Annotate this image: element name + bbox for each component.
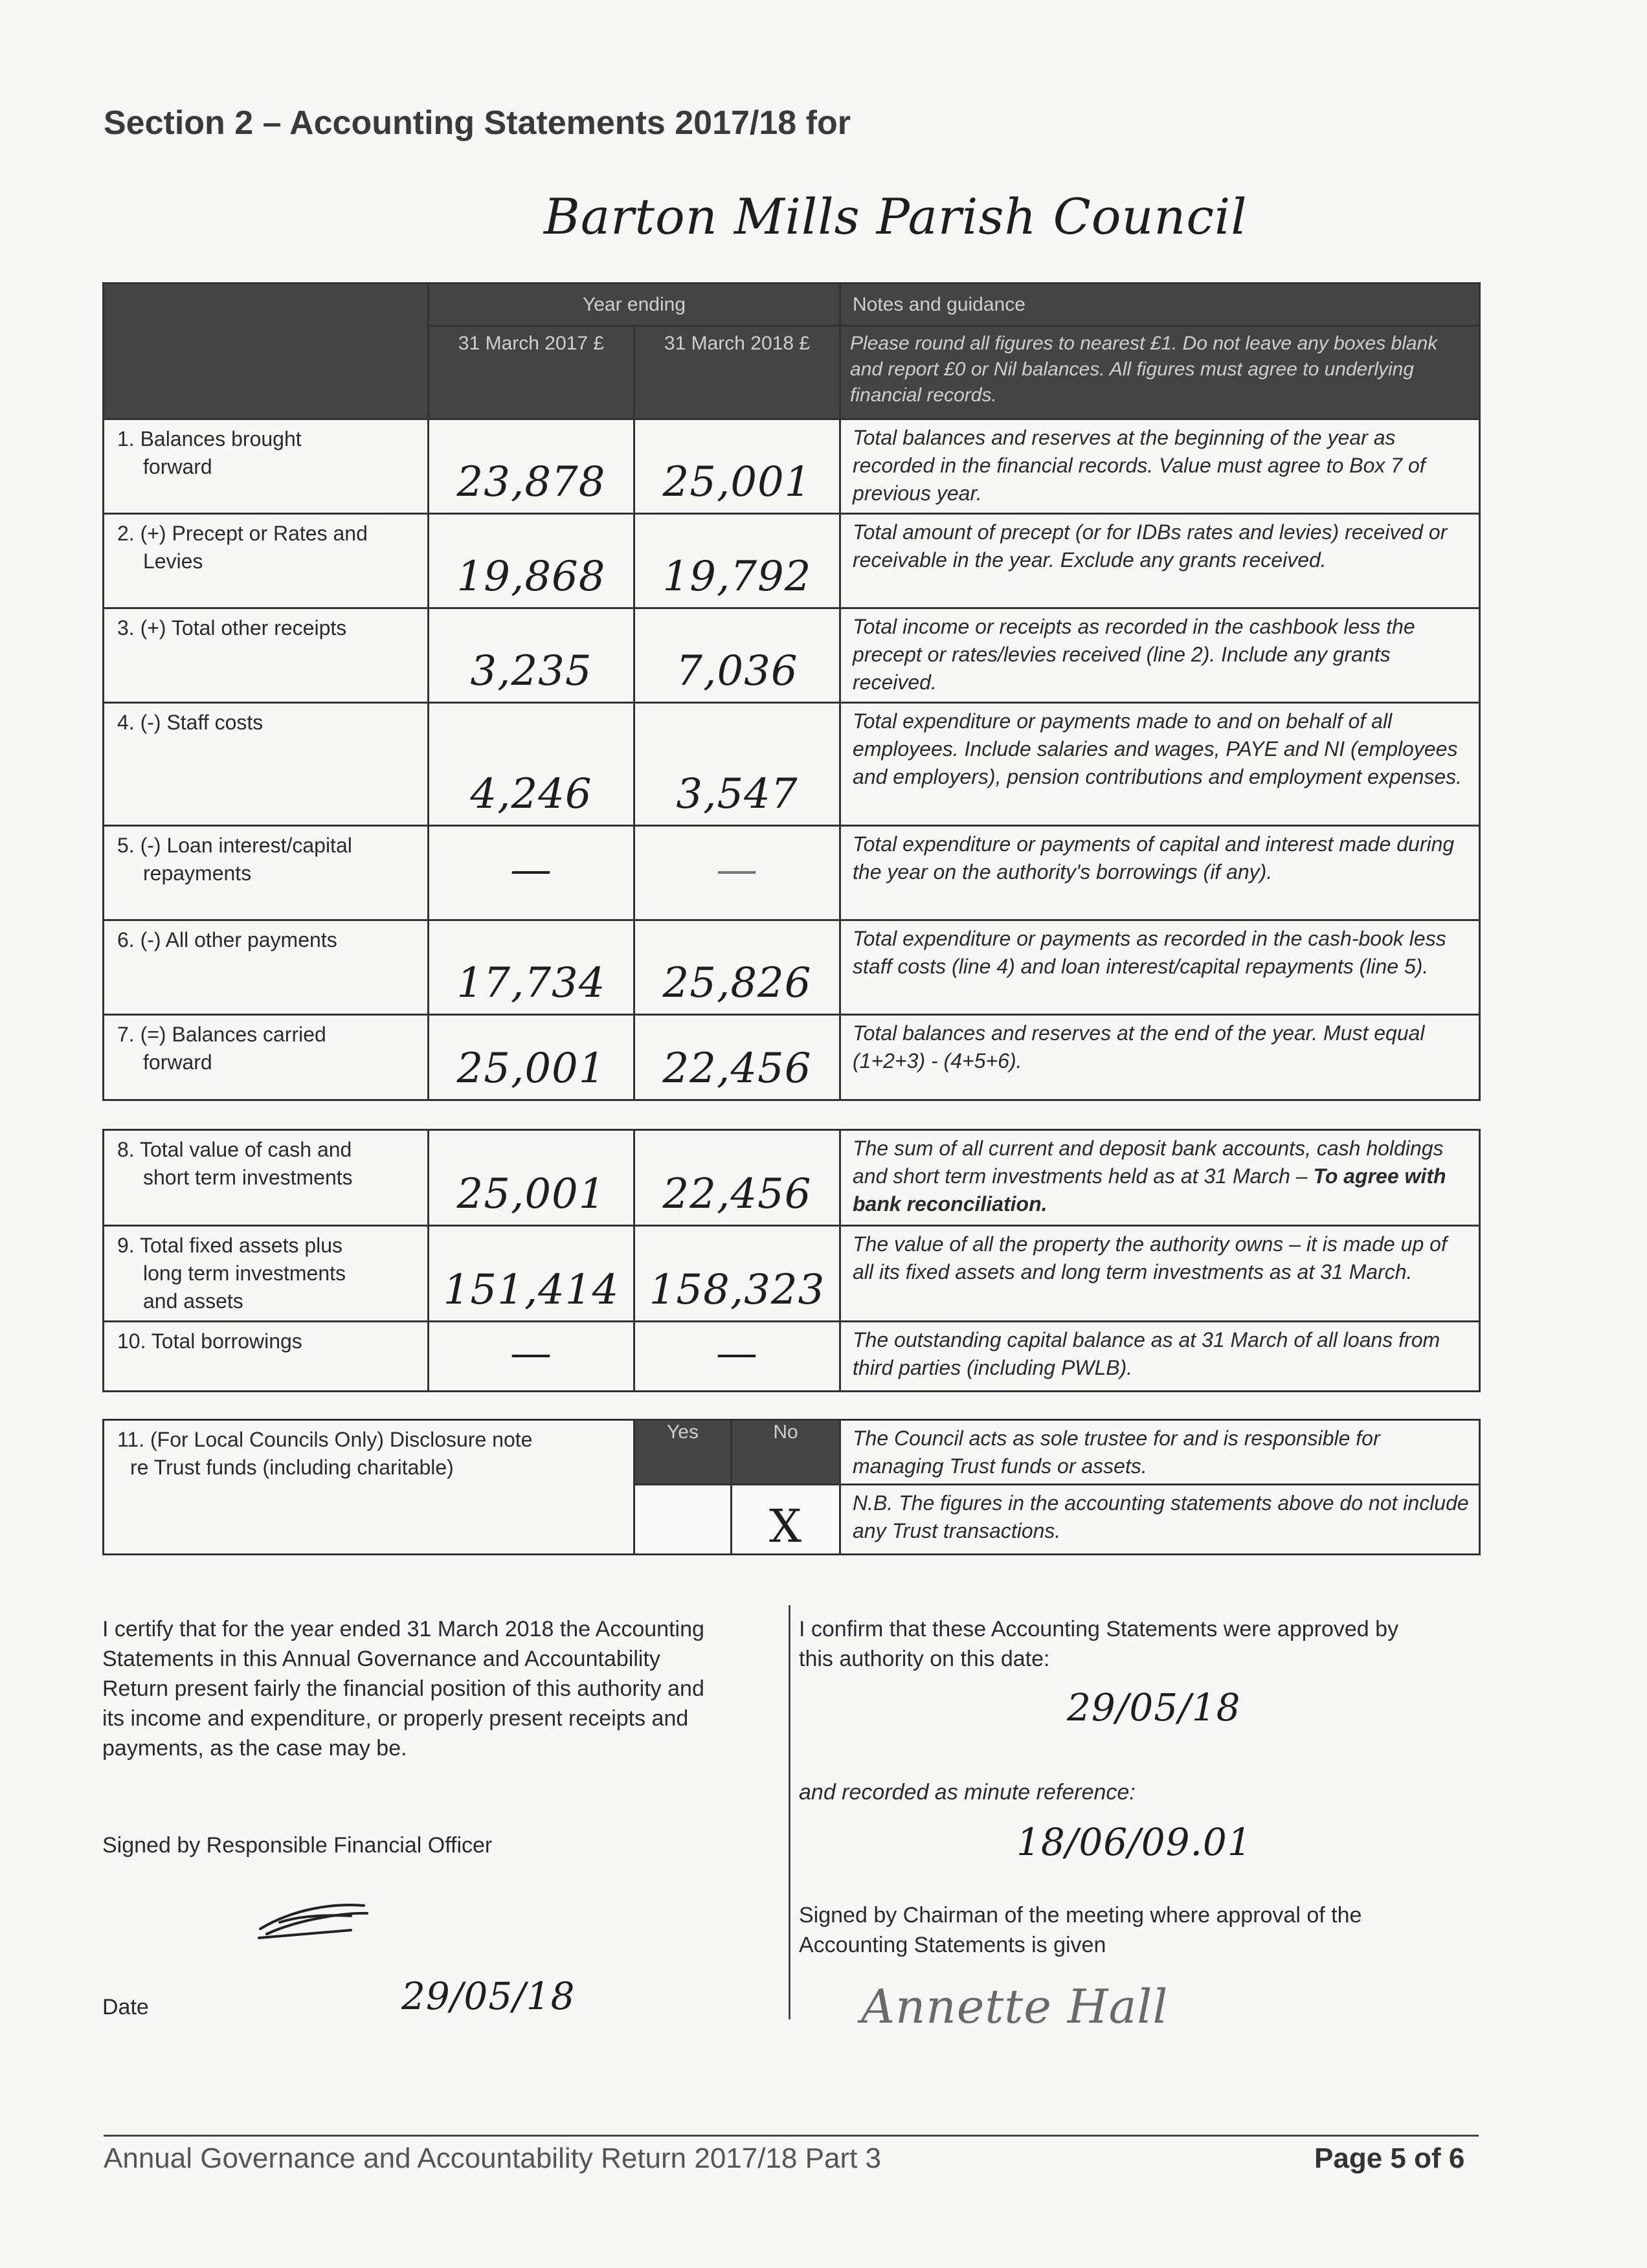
header-col-2017: 31 March 2017 £ (429, 326, 634, 419)
value-2017: 17,734 (429, 920, 634, 1015)
trust-note-2: N.B. The figures in the accounting statements above do not include any Trust transactions. (840, 1485, 1480, 1555)
table-row (104, 1015, 1480, 1100)
row-note: Total expenditure or payments made to and on behalf of all employees. Include salaries and wages, PAYE and NI (employees and employers), pension contributions and employment expenses. (840, 703, 1480, 826)
row-note: Total balances and reserves at the beginning of the year as recorded in the financial records. Value must agree to Box 7 of previous year. (840, 419, 1480, 514)
value-2018: — (634, 826, 840, 920)
minute-label: and recorded as minute reference: (799, 1780, 1136, 1805)
row-note: Total balances and reserves at the end of the year. Must equal (1+2+3) - (4+5+6). (840, 1015, 1480, 1100)
value-2018: 3,547 (634, 703, 840, 826)
value-2017: 4,246 (429, 703, 634, 826)
vertical-divider (789, 1605, 790, 2019)
header-col-2018: 31 March 2018 £ (634, 326, 840, 419)
yes-checkbox[interactable] (634, 1485, 732, 1555)
note-bold: To agree with bank reconciliation. (853, 1164, 1446, 1216)
value-2018: 25,826 (634, 920, 840, 1015)
row-label: 1. Balances brought forward (104, 419, 429, 514)
signed-chair-label: Signed by Chairman of the meeting where approval of the Accounting Statements is given (799, 1903, 1362, 1957)
no-header: No (732, 1420, 840, 1485)
trust-funds-table (102, 1419, 1481, 1555)
accounting-statements-table (102, 282, 1481, 1101)
signed-rfo-label: Signed by Responsible Financial Officer (102, 1833, 493, 1858)
chair-signature: Annette Hall (861, 1979, 1169, 2034)
table-row (104, 1322, 1480, 1392)
value-2017: — (429, 1322, 634, 1392)
assets-table (102, 1129, 1481, 1392)
table-row (104, 514, 1480, 608)
row-label: 6. (-) All other payments (104, 920, 429, 1015)
value-2018: 22,456 (634, 1015, 840, 1100)
row-note: The value of all the property the authority owns – it is made up of all its fixed assets and long term investments as at 31 March. (840, 1226, 1480, 1322)
no-checkbox[interactable]: X (732, 1485, 840, 1555)
approval-date: 29/05/18 (1067, 1685, 1241, 1729)
row-note: Total amount of precept (or for IDBs rates and levies) received or receivable in the year. Exclude any grants received. (840, 514, 1480, 608)
row-note: The outstanding capital balance as at 31 March of all loans from third parties (including PWLB). (840, 1322, 1480, 1392)
header-notes: Notes and guidance (840, 284, 1480, 326)
row-note: The sum of all current and deposit bank accounts, cash holdings and short term investments held as at 31 March – To agree with bank reconciliation. (840, 1130, 1480, 1226)
yes-header: Yes (634, 1420, 732, 1485)
value-2018: 19,792 (634, 514, 840, 608)
header-blank (104, 284, 429, 419)
table-row (104, 826, 1480, 920)
row-label: 5. (-) Loan interest/capital repayments (104, 826, 429, 920)
table-row (104, 1226, 1480, 1322)
table-row (104, 920, 1480, 1015)
table-row (104, 703, 1480, 826)
value-2017: 25,001 (429, 1130, 634, 1226)
table-row (104, 419, 1480, 514)
rfo-signature (254, 1896, 377, 1948)
value-2018: 22,456 (634, 1130, 840, 1226)
value-2018: — (634, 1322, 840, 1392)
row-note: Total income or receipts as recorded in the cashbook less the precept or rates/levies received (line 2). Include any grants received. (840, 608, 1480, 703)
date-label: Date (102, 1995, 149, 2019)
row-note: Total expenditure or payments as recorded in the cash-book less staff costs (line 4) and loan interest/capital repayments (line 5). (840, 920, 1480, 1015)
value-2018: 25,001 (634, 419, 840, 514)
row-label: 3. (+) Total other receipts (104, 608, 429, 703)
row-label: 7. (=) Balances carried forward (104, 1015, 429, 1100)
confirm-text: I confirm that these Accounting Statements were approved by this authority on this date: (799, 1617, 1399, 1671)
row-label: 10. Total borrowings (104, 1322, 429, 1392)
trust-note-1: The Council acts as sole trustee for and is responsible for managing Trust funds or assets. (840, 1420, 1480, 1485)
certify-text: I certify that for the year ended 31 March 2018 the Accounting Statements in this Annual Governance and Accountability Return present fairly the financial position of this authority and its income and expenditure, or properly present receipts and payments, as the case may be. (102, 1617, 704, 1761)
minute-reference: 18/06/09.01 (1016, 1820, 1252, 1864)
value-2017: 3,235 (429, 608, 634, 703)
value-2018: 7,036 (634, 608, 840, 703)
rfo-date: 29/05/18 (401, 1974, 576, 2018)
value-2017: 23,878 (429, 419, 634, 514)
page-number: Page 5 of 6 (1314, 2142, 1465, 2174)
header-guidance: Please round all figures to nearest £1. Do not leave any boxes blank and report £0 or Nil balances. All figures must agree to underlying financial records. (840, 326, 1480, 419)
value-2017: 151,414 (429, 1226, 634, 1322)
value-2017: 19,868 (429, 514, 634, 608)
row-label: 2. (+) Precept or Rates and Levies (104, 514, 429, 608)
row-note: Total expenditure or payments of capital and interest made during the year on the authority's borrowings (if any). (840, 826, 1480, 920)
row-label: 9. Total fixed assets plus long term investments and assets (104, 1226, 429, 1322)
row-label: 8. Total value of cash and short term investments (104, 1130, 429, 1226)
section-title: Section 2 – Accounting Statements 2017/18 for (104, 104, 851, 142)
footer-title: Annual Governance and Accountability Return 2017/18 Part 3 (104, 2142, 882, 2174)
footer-rule (104, 2135, 1479, 2137)
value-2017: — (429, 826, 634, 920)
header-year-ending: Year ending (429, 284, 840, 326)
council-name: Barton Mills Parish Council (544, 188, 1248, 245)
row-label: 11. (For Local Councils Only) Disclosure note re Trust funds (including charitable) (104, 1420, 634, 1555)
value-2018: 158,323 (634, 1226, 840, 1322)
table-row (104, 1130, 1480, 1226)
value-2017: 25,001 (429, 1015, 634, 1100)
table-row (104, 608, 1480, 703)
row-label: 4. (-) Staff costs (104, 703, 429, 826)
